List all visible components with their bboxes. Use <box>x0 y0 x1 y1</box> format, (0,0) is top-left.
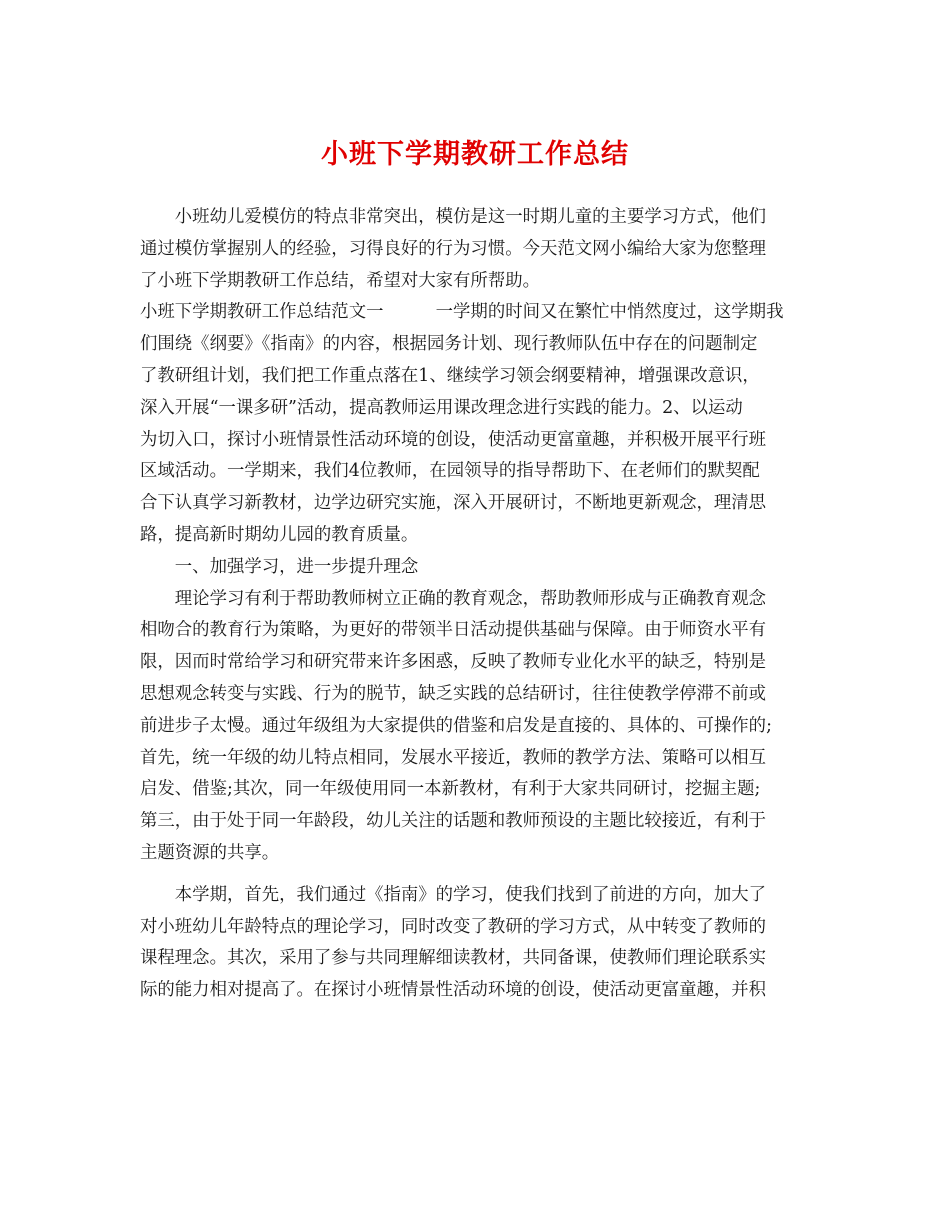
body-line: 小班幼儿爱模仿的特点非常突出，模仿是这一时期儿童的主要学习方式，他们 <box>140 207 767 227</box>
body-line: 合下认真学习新教材，边学边研究实施，深入开展研讨，不断地更新观念，理清思 <box>140 493 767 514</box>
body-line: 对小班幼儿年龄特点的理论学习，同时改变了教研的学习方式，从中转变了教师的 <box>140 916 767 937</box>
document-title: 小班下学期教研工作总结 <box>321 139 629 170</box>
body-line: 限，因而时常给学习和研究带来许多困惑，反映了教师专业化水平的缺乏，特别是 <box>140 652 767 673</box>
body-line: 理论学习有利于帮助教师树立正确的教育观念，帮助教师形成与正确教育观念 <box>140 588 767 609</box>
paragraph-gap <box>140 870 812 880</box>
document-body <box>140 202 812 1007</box>
body-line: 了教研组计划，我们把工作重点落在1、继续学习领会纲要精神，增强课改意识， <box>140 365 760 386</box>
body-line: 路，提高新时期幼儿园的教育质量。 <box>140 524 419 545</box>
body-line: 前进步子太慢。通过年级组为大家提供的借鉴和启发是直接的、具体的、可操作的; <box>140 715 772 736</box>
body-line: 课程理念。其次，采用了参与共同理解细读教材，共同备课，使教师们理论联系实 <box>140 948 767 969</box>
body-line: 通过模仿掌握别人的经验，习得良好的行为习惯。今天范文网小编给大家为您整理 <box>140 238 767 259</box>
body-line: 相吻合的教育行为策略，为更好的带领半日活动提供基础与保障。由于师资水平有 <box>140 620 767 641</box>
body-line: 主题资源的共享。 <box>140 842 280 863</box>
body-line: 第三，由于处于同一年龄段，幼儿关注的话题和教师预设的主题比较接近，有利于 <box>140 811 767 832</box>
body-line: 为切入口，探讨小班情景性活动环境的创设，使活动更富童趣，并积极开展平行班 <box>140 429 767 450</box>
body-line: 区域活动。一学期来，我们4位教师，在园领导的指导帮助下、在老师们的默契配 <box>140 461 760 482</box>
body-line: 小班下学期教研工作总结范文一 一学期的时间又在繁忙中悄然度过，这学期我 <box>140 302 784 323</box>
body-line: 本学期，首先，我们通过《指南》的学习，使我们找到了前进的方向，加大了 <box>140 884 767 905</box>
body-line: 际的能力相对提高了。在探讨小班情景性活动环境的创设，使活动更富童趣，并积 <box>140 980 767 1001</box>
body-line: 了小班下学期教研工作总结，希望对大家有所帮助。 <box>140 270 540 291</box>
body-line: 首先，统一年级的幼儿特点相同，发展水平接近，教师的教学方法、策略可以相互 <box>140 747 767 768</box>
body-line: 深入开展“一课多研”活动，提高教师运用课改理念进行实践的能力。2、以运动 <box>140 397 743 418</box>
section-heading: 一、加强学习，进一步提升理念 <box>140 556 419 577</box>
body-line: 启发、借鉴;其次，同一年级使用同一本新教材，有利于大家共同研讨，挖掘主题; <box>140 779 761 800</box>
body-line: 们围绕《纲要》《指南》的内容，根据园务计划、现行教师队伍中存在的问题制定 <box>140 334 758 355</box>
body-line: 思想观念转变与实践、行为的脱节，缺乏实践的总结研讨，往往使教学停滞不前或 <box>140 683 767 704</box>
